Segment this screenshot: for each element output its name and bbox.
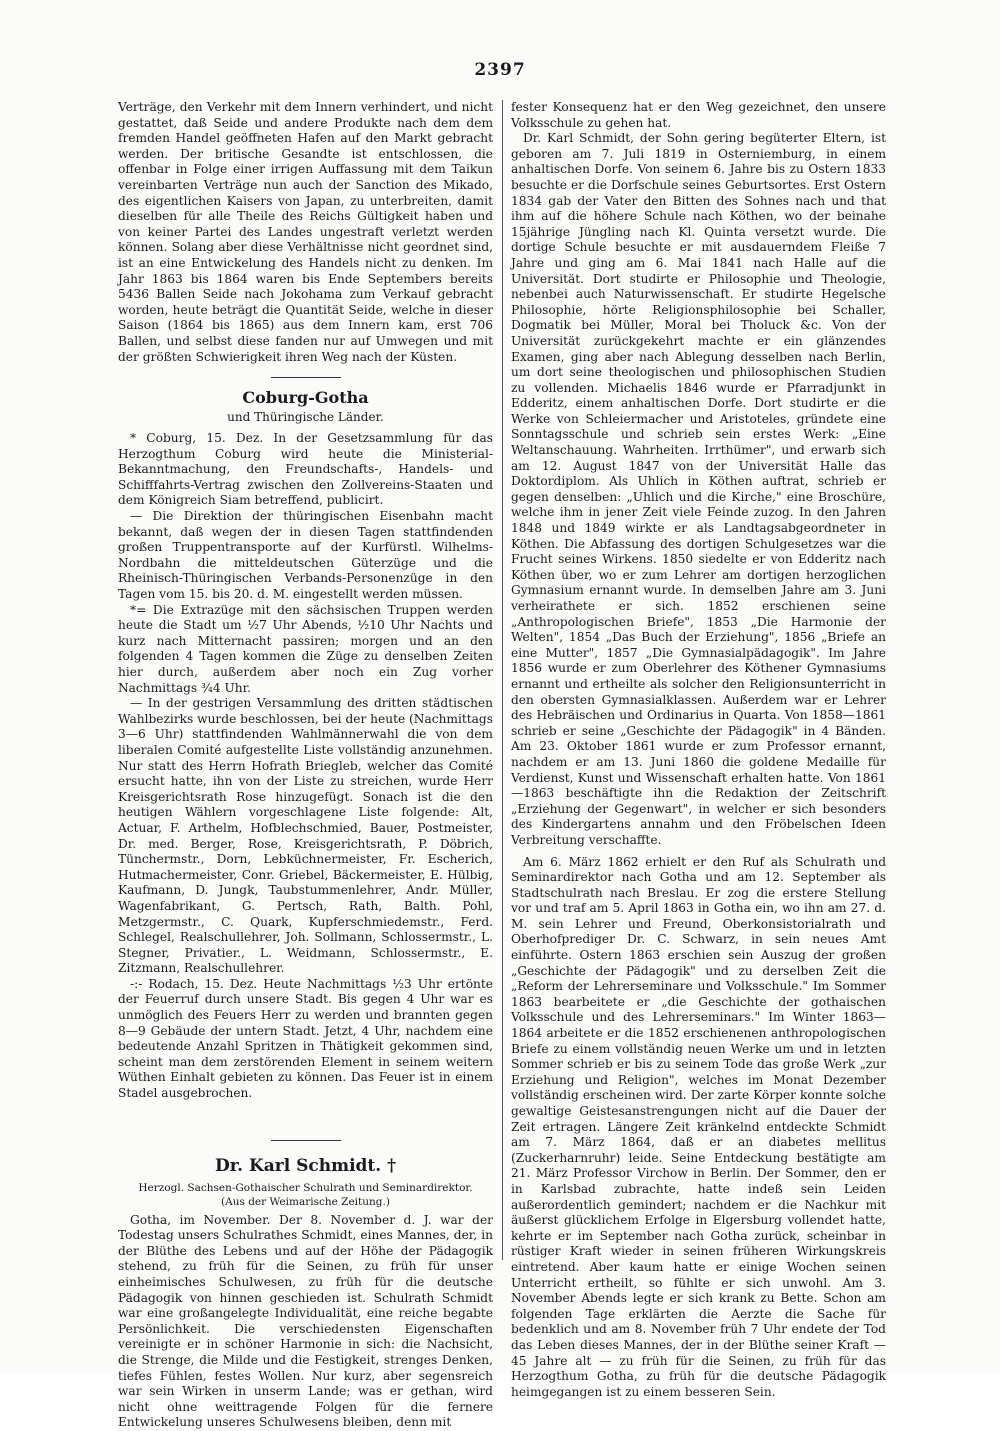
right-column: [511, 100, 886, 1400]
obituary-gotha-years: Am 6. März 1862 erhielt er den Ruf als Schulrath und Seminardirektor nach Gotha und am 12. September als Stadtschulrath nach Breslau. Er zog die erstere Stellung vor und traf am 5. April 1863 in Gotha ein, wo ihn am 27. d. M. sein Lehrer und Freund, Oberkonsistorialrath und Oberhofprediger Dr. C. Schwarz, in sein neues Amt einführte. Ostern 1863 erschien sein Auszug der großen „Geschichte der Pädagogik" und zu derselben Zeit die „Reform der Lehrerseminare und Volksschule." Im Sommer 1863 bearbeitete er „die Geschichte der gothaischen Volksschule und des Lehrerseminars." Im Winter 1863—1864 arbeitete er die 1852 erschienenen anthropologischen Briefe zu einem vollständig neuen Werke um und in letzten Sommer schrieb er bis zu seinem Tode das große Werk „zur Erziehung und Religion", welches im Monat Dezember vollständig erscheinen wird. Der zarte Körper konnte solche gewaltige Geistesanstrengungen nicht auf die Dauer der Zeit ertragen. Längere Zeit kränkelnd entdeckte Schmidt am 7. März 1864, daß er an diabetes mellitus (Zuckerharnruhr) leide. Seine Entdeckung bestätigte am 21. März Professor Virchow in Berlin. Der Sommer, den er in Karlsbad zubrachte, hatte indeß sein Leiden außerordentlich gemindert; nachdem er die Nachkur mit äußerst glücklichem Erfolge in Elgersburg vollendet hatte, kehrte er im September nach Gotha zurück, scheinbar in rüstiger Kraft wieder in seinen früheren Wirkungskreis eintretend. Aber kaum hatte er einige Wochen seinen Unterricht ertheilt, so fühlte er sich unwohl. Am 3. November Abends legte er sich krank zu Bette. Schon am folgenden Tage erklärten die Aerzte die Sache für bedenklich und am 8. November früh 7 Uhr endete der Tod das Leben dieses Mannes, der in der Blüthe seiner Kraft — 45 Jahre alt — zu früh für die Seinen, zu früh für das Herzogthum Gotha, zu früh für die deutsche Pädagogik heimgegangen ist zu einem besseren Sein.: [511, 854, 886, 1399]
news-item-railway: — Die Direktion der thüringischen Eisenbahn macht bekannt, daß wegen der in diesen Tagen stattfindenden großen Truppentransporte auf der Kurfürstl. Wilhelms-Nordbahn die mitteldeutschen Güterzüge und die Rheinisch-Thüringischen Verbands-Personenzüge in den Tagen vom 15. bis 20. d. M. eingestellt werden müssen.: [118, 509, 493, 602]
section-title: Coburg-Gotha: [242, 388, 369, 408]
news-item-trains: *= Die Extrazüge mit den sächsischen Truppen werden heute die Stadt um ½7 Uhr Abends, ½10 Uhr Nachts und kurz nach Mitternacht passiren; morgen und an den folgenden 4 Tagen kommen die Züge zu denselben Zeiten hier durch, außerdem aber noch ein Zug vorher Nachmittags ¾4 Uhr.: [118, 602, 493, 695]
left-column: [118, 100, 493, 1431]
obituary-title: Dr. Karl Schmidt. †: [215, 1155, 396, 1176]
news-item-coburg: * Coburg, 15. Dez. In der Gesetzsammlung für das Herzogthum Coburg wird heute die Ministerial-Bekanntmachung, den Freundschafts-, Handels- und Schifffahrts-Vertrag zwischen den Zollvereins-Staaten und dem Königreich Siam betreffend, publicirt.: [118, 431, 493, 508]
news-item-election: — In der gestrigen Versammlung des dritten städtischen Wahlbezirks wurde beschlossen, bei der heute (Nachmittags 3—6 Uhr) stattfindenden Wahlmännerwahl die von dem liberalen Comité aufgestellte Liste vollständig anzunehmen. Nur statt des Herrn Hofrath Briegleb, welcher das Comité ersucht hatte, ihn von der Liste zu streichen, wurde Herr Kreisgerichtsrath Rose hinzugefügt. Sonach ist die den heutigen Wählern vorgeschlagene Liste folgende: Alt, Actuar, F. Arthelm, Hofblechschmied, Bauer, Postmeister, Dr. med. Berger, Rose, Kreisgerichtsrath, P. Döbrich, Tünchermstr., Dorn, Lebküchnermeister, Fr. Escherich, Hutmachermeister, Conr. Griebel, Bäckermeister, E. Hülbig, Kaufmann, D. Jungk, Taubstummenlehrer, Andr. Müller, Wagenfabrikant, G. Pertsch, Rath, Balth. Pohl, Metzgermstr., C. Quark, Kupferschmiedemstr., Ferd. Schlegel, Realschullehrer, Joh. Sollmann, Schlossermstr., L. Stegner, Privatier., L. Weidmann, Schlossermstr., E. Zitzmann, Realschullehrer.: [118, 696, 493, 976]
page-number: 2397: [474, 60, 526, 80]
obituary-divider: [271, 1140, 341, 1141]
obituary-subtitle: Herzogl. Sachsen-Gothaischer Schulrath und Seminardirektor.: [138, 1181, 473, 1194]
section-divider: [271, 377, 341, 378]
section-subtitle: und Thüringische Länder.: [227, 410, 384, 425]
obituary-continuation: fester Konsequenz hat er den Weg gezeichnet, den unsere Volksschule zu gehen hat.: [511, 100, 886, 130]
column-rule: [502, 100, 503, 1260]
obituary-source: (Aus der Weimarische Zeitung.): [221, 1195, 390, 1208]
obituary-biography: Dr. Karl Schmidt, der Sohn gering begüterter Eltern, ist geboren am 7. Juli 1819 in Osterniemburg, in einem anhaltischen Dorfe. Von seinem 6. Jahre bis zu Ostern 1833 besuchte er die Dorfschule seines Geburtsortes. Erst Ostern 1834 gab der Vater den Bitten des Sohnes nach und that ihm auf die höhere Schule nach Köthen, wo der beinahe 15jährige Jüngling nach Kl. Quinta versetzt wurde. Die dortige Schule besuchte er mit ausdauerndem Fleiße 7 Jahre und ging am 6. Mai 1841 nach Halle auf die Universität. Dort studirte er Philosophie und Theologie, nebenbei auch Naturwissenschaft. Er studirte Hegelsche Philosophie, hörte Religionsphilosophie bei Schaller, Dogmatik bei Müller, Moral bei Tholuck &c. Von der Universität zurückgekehrt machte er ein glänzendes Examen, ging aber nach Ablegung desselben nach Berlin, um dort seine theologischen und philosophischen Studien zu vollenden. Michaelis 1846 wurde er Pfarradjunkt in Edderitz, einem anhaltischen Dorfe. Dort studirte er die Werke von Schleiermacher und Aristoteles, gründete eine Sonntagsschule und schrieb sein erstes Werk: „Eine Weltanschauung. Wahrheiten. Irrthümer", und erwarb sich am 12. August 1847 von der Universität Halle das Doktordiplom. Als Uhlich in Köthen auftrat, schrieb er gegen denselben: „Uhlich und die Kirche," eine Broschüre, welche ihm in jener Zeit viele Feinde zuzog. In den Jahren 1848 und 1849 wirkte er als Landtagsabgeordneter in Köthen. Die Abfassung des dortigen Schulgesetzes war die Frucht seines Wirkens. 1850 siedelte er von Edderitz nach Köthen über, wo er zum Lehrer am dortigen herzoglichen Gymnasium ernannt wurde. In demselben Jahre am 3. Juni verheirathete er sich. 1852 erschienen seine „Anthropologischen Briefe", 1853 „Die Harmonie der Welten", 1854 „Das Buch der Erziehung", 1856 „Briefe an eine Mutter", 1857 „Die Gymnasialpädagogik". Im Jahre 1856 wurde er zum Oberlehrer des Köthener Gymnasiums ernannt und ertheilte als solcher den Religionsunterricht in den obersten Gymnasialklassen. Außerdem war er Lehrer des Hebräischen und Ordinarius in Quarta. Von 1858—1861 schrieb er seine „Geschichte der Pädagogik" in 4 Bänden. Am 23. Oktober 1861 wurde er zum Professor ernannt, nachdem er am 13. Juni 1860 die goldene Medaille für Verdienst, Kunst und Wissenschaft erhalten hatte. Von 1861—1863 beschäftigte ihn die Redaktion der Zeitschrift „Erziehung der Gegenwart", in welcher er sich besonders des Kindergartens annahm und den Fröbelschen Ideen Verbreitung verschaffte.: [511, 131, 886, 847]
news-item-rodach: -:- Rodach, 15. Dez. Heute Nachmittags ½3 Uhr ertönte der Feuerruf durch unsere Stadt. Bis gegen 4 Uhr war es unmöglich des Feuers Herr zu werden und brannten gegen 8—9 Gebäude der untern Stadt. Jetzt, 4 Uhr, nachdem eine bedeutende Anzahl Spritzen in Thätigkeit gekommen sind, scheint man dem zerstörenden Element in seinem weitern Wüthen Einhalt gebieten zu können. Das Feuer ist in einem Stadel ausgebrochen.: [118, 976, 493, 1101]
article-continuation: Verträge, den Verkehr mit dem Innern verhindert, und nicht gestattet, daß Seide und andere Produkte nach dem dem fremden Handel geöffneten Hafen auf den Markt gebracht werden. Der britische Gesandte ist entschlossen, die offenbar in Folge einer irrigen Auffassung mit dem Taikun vereinbarten Verträge nun auch der Sanction des Mikado, des eigentlichen Kaisers von Japan, zu unterbreiten, damit dieselben für alle Theile des Reichs Gültigkeit haben und von keiner Partei des Landes ungestraft verletzt werden können. Solang aber diese Verhältnisse nicht geordnet sind, ist an eine Entwickelung des Handels nicht zu denken. Im Jahr 1863 bis 1864 waren bis Ende Septembers bereits 5436 Ballen Seide nach Jokohama zum Verkauf gebracht worden, heute beträgt die Quantität Seide, welche in dieser Saison (1864 bis 1865) aus dem Innern kam, erst 706 Ballen, und selbst diese fanden nur auf Umwegen und mit der größten Schwierigkeit ihren Weg nach der Küsten.: [118, 100, 493, 364]
obituary-text-start: Gotha, im November. Der 8. November d. J. war der Todestag unsers Schulrathes Schmidt, eines Mannes, der, in der Blüthe des Lebens und auf der Höhe der Pädagogik stehend, zu früh für die Seinen, zu früh für unser einheimisches Schulwesen, zu früh für die deutsche Pädagogik von hinnen geschieden ist. Schulrath Schmidt war eine großangelegte Individualität, eine reiche begabte Persönlichkeit. Die verschiedensten Eigenschaften vereinigte er in schöner Harmonie in sich: die Nachsicht, die Strenge, die Milde und die Festigkeit, strenges Denken, tiefes Fühlen, festes Wollen. Nur kurz, aber segensreich war sein Wirken in unserm Lande; was er gethan, wird nicht ohne weittragende Folgen für die fernere Entwickelung unseres Schulwesens bleiben, denn mit: [118, 1212, 493, 1430]
